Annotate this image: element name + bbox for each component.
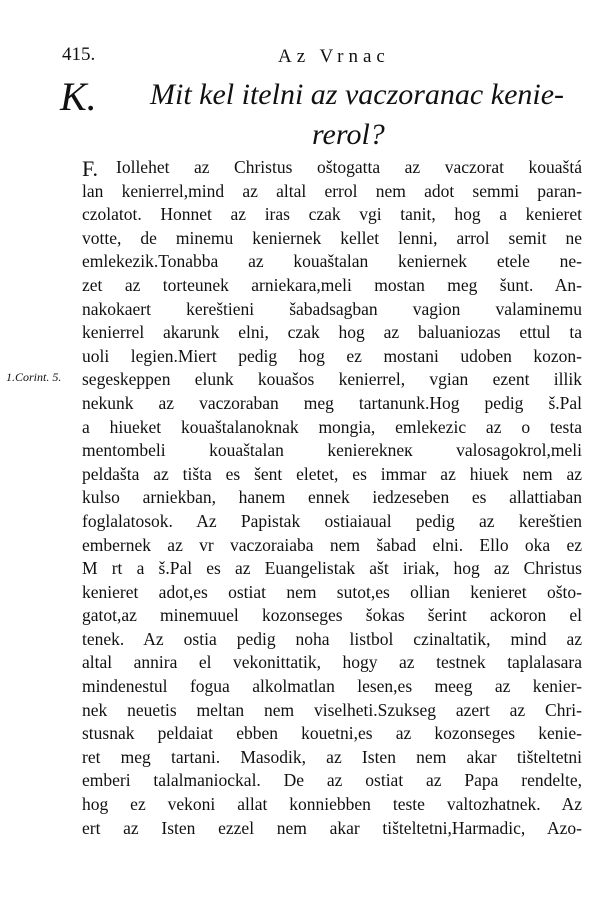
text-line: ert az Isten ezzel nem akar tišteltetni,Harmadic, Azo-	[82, 817, 582, 838]
text-line: tenek. Az ostia pedig noha listbol czinaltatik, mind az	[82, 628, 582, 649]
text-line: nek neuetis meltan nem viselheti.Szukseg azert az Chri-	[82, 699, 582, 720]
page-number: 415.	[62, 44, 96, 65]
text-line: segeskeppen elunk kouašos kenierrel, vgian ezent illik	[82, 369, 582, 390]
text-line: nekunk az vaczoraban meg tartanunk.Hog pedig š.Pal	[82, 392, 582, 413]
text-line: nakokaert kereštieni šabadsagban vagion valaminemu	[82, 298, 582, 319]
text-line: lan kenierrel,mind az altal errol nem adot semmi paran-	[82, 180, 582, 201]
running-head: Az Vrnac	[278, 46, 390, 67]
text-line: kulso arniekban, hanem ennek iedzeseben es allattiaban	[82, 487, 582, 508]
text-line: kenierrel akarunk elni, czak hog az baluaniozas ettul ta	[82, 322, 582, 343]
text-line: altal annira el vekonittatik, hogy az testnek taplalasara	[82, 652, 582, 673]
text-line: foglalatosok. Az Papistak ostiaiaual pedig az kereštien	[82, 510, 582, 531]
body-text	[82, 156, 582, 840]
question-letter: K.	[60, 74, 97, 119]
margin-note: 1.Corint. 5.	[6, 370, 62, 384]
text-line: emberi talalmaniockal. De az ostiat az Papa rendelte,	[82, 770, 582, 791]
text-line: hog ez vekoni allat konniebben teste valtozhatnek. Az	[82, 794, 582, 815]
text-line: czolatot. Honnet az iras czak vgi tanit, hog a kenieret	[82, 204, 582, 225]
text-line: emlekezik.Tonabba az kouaštalan keniernek etele ne-	[82, 251, 582, 272]
text-line: M rt a š.Pal es az Euangelistak ašt iriak, hog az Christus	[82, 558, 582, 579]
answer-letter: F.	[82, 156, 98, 181]
text-line: gatot,az minemuuel kozonseges šokas šerint ackoron el	[82, 605, 582, 626]
text-line: Iollehet az Christus oštogatta az vaczorat kouaštá	[116, 157, 582, 177]
text-line: votte, de minemu keniernek kellet lenni, arrol semit ne	[82, 227, 582, 248]
text-line: a hiueket kouaštalanoknak mongia, emlekezic az o testa	[82, 416, 582, 437]
text-line: uoli legien.Miert pedig hog ez mostani udoben kozon-	[82, 345, 582, 366]
text-line: stusnak peldaiat ebben kouetni,es az kozonseges kenie-	[82, 723, 582, 744]
text-line: zet az torteunek arniekara,meli mostan meg šunt. An-	[82, 274, 582, 295]
text-line: embernek az vr vaczoraiaba nem šabad elni. Ello oka ez	[82, 534, 582, 555]
text-line: mentombeli kouaštalan kenierekneк valosagokrol,meli	[82, 440, 582, 461]
question-title-line-2: rerol?	[312, 118, 385, 151]
text-line: ret meg tartani. Masodik, az Isten nem akar tišteltetni	[82, 746, 582, 767]
text-line: kenieret adot,es ostiat nem sutot,es ollian kenieret ošto-	[82, 581, 582, 602]
text-line: peldašta az tišta es šent eletet, es immar az hiuek nem az	[82, 463, 582, 484]
text-line: mindenestul fogua alkolmatlan lesen,es meeg az kenier-	[82, 676, 582, 697]
question-title-line-1: Mit kel itelni az vaczoranac kenie-	[150, 78, 565, 111]
